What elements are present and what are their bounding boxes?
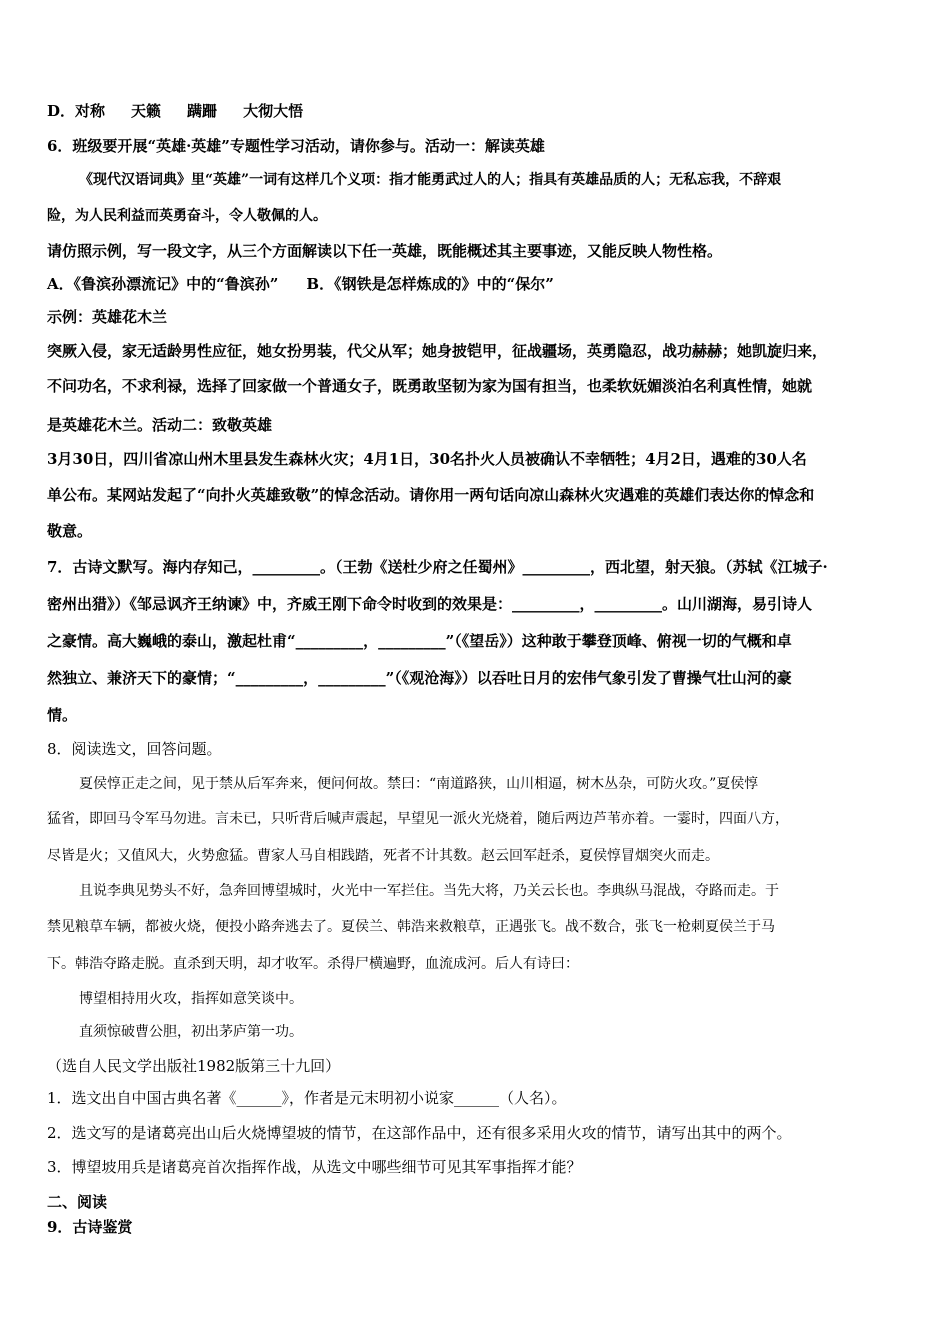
option-d-line — [47, 101, 303, 121]
example-text: 是英雄花木兰。活动二：致敬英雄 — [47, 416, 273, 434]
question-9-title: 9．古诗鉴赏 — [47, 1218, 133, 1236]
question-8-title: 8．阅读选文，回答问题。 — [47, 740, 222, 758]
section-heading: 二、阅读 — [47, 1193, 108, 1211]
choice-b: B．《钢铁是怎样炼成的》中的“保尔” — [306, 275, 554, 293]
question-7: 情。 — [47, 706, 78, 724]
sub-question-2: 2．选文写的是诸葛亮出山后火烧博望坡的情节，在这部作品中，还有很多采用火攻的情节，请写出其中的两个。 — [47, 1124, 792, 1142]
question-7: 密州出猎》）《邹忌讽齐王纳谏》中，齐威王刚下命令时收到的效果是：_________，_________。山川湖海，易引诗人 — [47, 595, 813, 613]
poem-line: 博望相持用火攻，指挥如意笑谈中。 — [79, 991, 303, 1007]
question-7: 7．古诗文默写。海内存知己，_________。（王勃《送杜少府之任蜀州》_________，西北望，射天狼。（苏轼《江城子· — [47, 558, 828, 576]
fire-news: 敬意。 — [47, 522, 93, 540]
sub-question-1: 1．选文出自中国古典名著《______》，作者是元末明初小说家______（人名）。 — [47, 1089, 567, 1107]
passage-text: 下。韩浩夺路走脱。直杀到天明，却才收军。杀得尸横遍野，血流成河。后人有诗曰： — [47, 956, 579, 972]
passage-text: 禁见粮草车辆，都被火烧，便投小路奔逃去了。夏侯兰、韩浩来救粮草，正遇张飞。战不数合，张飞一枪刺夏侯兰于马 — [47, 919, 775, 935]
question-7: 然独立、兼济天下的豪情；“_________，_________”（《观沧海》）以吞吐日月的宏伟气象引发了曹操气壮山河的豪 — [47, 669, 792, 687]
option-word: 蹒跚 — [187, 102, 218, 120]
fire-news: 3月30日，四川省凉山州木里县发生森林火灾；4月1日，30名扑火人员被确认不幸牺牲；4月2日，遇难的30人名 — [47, 450, 807, 468]
option-word: 大彻大悟 — [243, 102, 304, 120]
question-6-title: 6．班级要开展“英雄·英雄”专题性学习活动，请你参与。活动一：解读英雄 — [47, 137, 545, 155]
option-label: D． — [47, 102, 76, 120]
example-title: 示例：英雄花木兰 — [47, 308, 168, 326]
instruction: 请仿照示例，写一段文字，从三个方面解读以下任一英雄，既能概述其主要事迹，又能反映人物性格。 — [47, 242, 723, 260]
dictionary-quote: 《现代汉语词典》里“英雄”一词有这样几个义项：指才能勇武过人的人；指具有英雄品质的人；无私忘我，不辞艰 — [79, 172, 782, 188]
fire-news: 单公布。某网站发起了“向扑火英雄致敬”的悼念活动。请你用一两句话向凉山森林火灾遇难的英雄们表达你的悼念和 — [47, 486, 815, 504]
option-word: 对称 — [75, 102, 106, 120]
source-note: （选自人民文学出版社1982版第三十九回） — [47, 1057, 341, 1075]
choice-a: A．《鲁滨孙漂流记》中的“鲁滨孙” — [47, 275, 279, 293]
sub-question-3: 3．博望坡用兵是诸葛亮首次指挥作战，从选文中哪些细节可见其军事指挥才能？ — [47, 1158, 582, 1176]
question-7: 之豪情。高大巍峨的泰山，激起杜甫“_________，_________”（《望岳》）这种敢于攀登顶峰、俯视一切的气概和卓 — [47, 632, 792, 650]
example-text: 突厥入侵，家无适龄男性应征，她女扮男装，代父从军；她身披铠甲，征战疆场，英勇隐忍，战功赫赫；她凯旋归来， — [47, 342, 828, 360]
dictionary-quote: 险，为人民利益而英勇奋斗，令人敬佩的人。 — [47, 208, 327, 224]
choice-line — [47, 274, 554, 294]
passage-text: 且说李典见势头不好，急奔回博望城时，火光中一军拦住。当先大将，乃关云长也。李典纵马混战，夺路而走。于 — [79, 883, 779, 899]
poem-line: 直须惊破曹公胆，初出茅庐第一功。 — [79, 1024, 303, 1040]
option-word: 天籁 — [131, 102, 162, 120]
passage-text: 夏侯惇正走之间，见于禁从后军奔来，便问何故。禁曰：“南道路狭，山川相逼，树木丛杂，可防火攻。”夏侯惇 — [79, 776, 759, 792]
passage-text: 猛省，即回马令军马勿进。言未已，只听背后喊声震起，早望见一派火光烧着，随后两边芦苇亦着。一霎时，四面八方， — [47, 811, 789, 827]
passage-text: 尽皆是火；又值风大，火势愈猛。曹家人马自相践踏，死者不计其数。赵云回军赶杀，夏侯惇冒烟突火而走。 — [47, 848, 719, 864]
example-text: 不问功名，不求利禄，选择了回家做一个普通女子，既勇敢坚韧为家为国有担当，也柔软妩媚淡泊名利真性情，她就 — [47, 377, 813, 395]
